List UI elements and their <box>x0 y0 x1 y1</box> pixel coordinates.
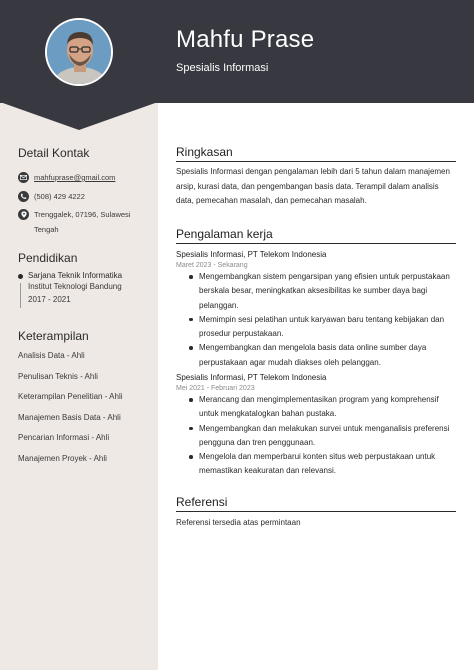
education-entry <box>18 271 122 306</box>
skill-item: Manajemen Proyek - Ahli <box>18 454 107 463</box>
avatar <box>45 18 113 86</box>
email-link[interactable]: mahfuprase@gmail.com <box>34 173 116 182</box>
skill-item: Analisis Data - Ahli <box>18 351 85 360</box>
candidate-role: Spesialis Informasi <box>176 62 269 74</box>
skills-heading: Keterampilan <box>18 329 89 343</box>
avatar-photo <box>47 20 111 84</box>
references-heading: Referensi <box>176 495 228 509</box>
experience-heading: Pengalaman kerja <box>176 227 273 241</box>
contact-phone-row <box>18 191 85 204</box>
skill-item: Manajemen Basis Data - Ahli <box>18 413 121 422</box>
experience-divider <box>176 243 456 244</box>
summary-divider <box>176 161 456 162</box>
education-heading: Pendidikan <box>18 251 78 265</box>
envelope-icon <box>18 172 29 183</box>
job-bullets <box>186 270 456 370</box>
job-bullets <box>186 393 456 479</box>
job-dates: Mei 2021 - Februari 2023 <box>176 385 255 392</box>
contact-address-row <box>18 209 148 237</box>
header-chevron <box>0 102 158 132</box>
job-bullet: Mengembangkan dan mengelola basis data online sumber daya perpustakaan agar mudah diakses oleh pelanggan. <box>186 341 456 370</box>
summary-text: Spesialis Informasi dengan pengalaman lebih dari 5 tahun dalam manajemen arsip, kurasi data, dan pengembangan basis data. Terampil dalam analisis data, pemecahan masalah, dan pemecahan masalah. <box>176 167 450 205</box>
education-degree: Sarjana Teknik Informatika <box>18 271 122 280</box>
references-divider <box>176 511 456 512</box>
education-school: Institut Teknologi Bandung <box>28 282 122 291</box>
job-bullet: Mengembangkan sistem pengarsipan yang efisien untuk perpustakaan berskala besar, meningkatkan aksesibilitas ke sumber daya bagi pelanggan. <box>186 270 456 313</box>
job-title: Spesialis Informasi, PT Telekom Indonesia <box>176 373 327 382</box>
candidate-name: Mahfu Prase <box>176 26 315 53</box>
skill-item: Keterampilan Penelitian - Ahli <box>18 392 123 401</box>
skill-item: Pencarian Informasi - Ahli <box>18 433 110 442</box>
education-timeline-line <box>20 283 21 308</box>
summary-heading: Ringkasan <box>176 145 233 159</box>
phone-icon <box>18 191 29 202</box>
references-text: Referensi tersedia atas permintaan <box>176 518 301 527</box>
education-years: 2017 - 2021 <box>28 294 71 304</box>
location-pin-icon <box>18 209 29 220</box>
skill-item: Penulisan Teknis - Ahli <box>18 372 98 381</box>
contact-email-row <box>18 172 115 185</box>
job-bullet: Memimpin sesi pelatihan untuk karyawan baru tentang kebijakan dan prosedur perpustakaan. <box>186 313 456 342</box>
job-bullet: Mengelola dan memperbarui konten situs web perpustakaan untuk memastikan keakuratan dan relevansi. <box>186 450 456 479</box>
contact-heading: Detail Kontak <box>18 146 90 160</box>
job-dates: Maret 2023 - Sekarang <box>176 262 248 269</box>
job-bullet: Mengembangkan dan melakukan survei untuk menganalisis preferensi pengguna dan tren penggunaan. <box>186 422 456 451</box>
job-bullet: Merancang dan mengimplementasikan program yang komprehensif untuk mengkatalogkan bahan pustaka. <box>186 393 456 422</box>
address-text: Trenggalek, 07196, Sulawesi Tengah <box>34 210 131 234</box>
job-title: Spesialis Informasi, PT Telekom Indonesia <box>176 250 327 259</box>
phone-number: (508) 429 4222 <box>34 192 85 201</box>
